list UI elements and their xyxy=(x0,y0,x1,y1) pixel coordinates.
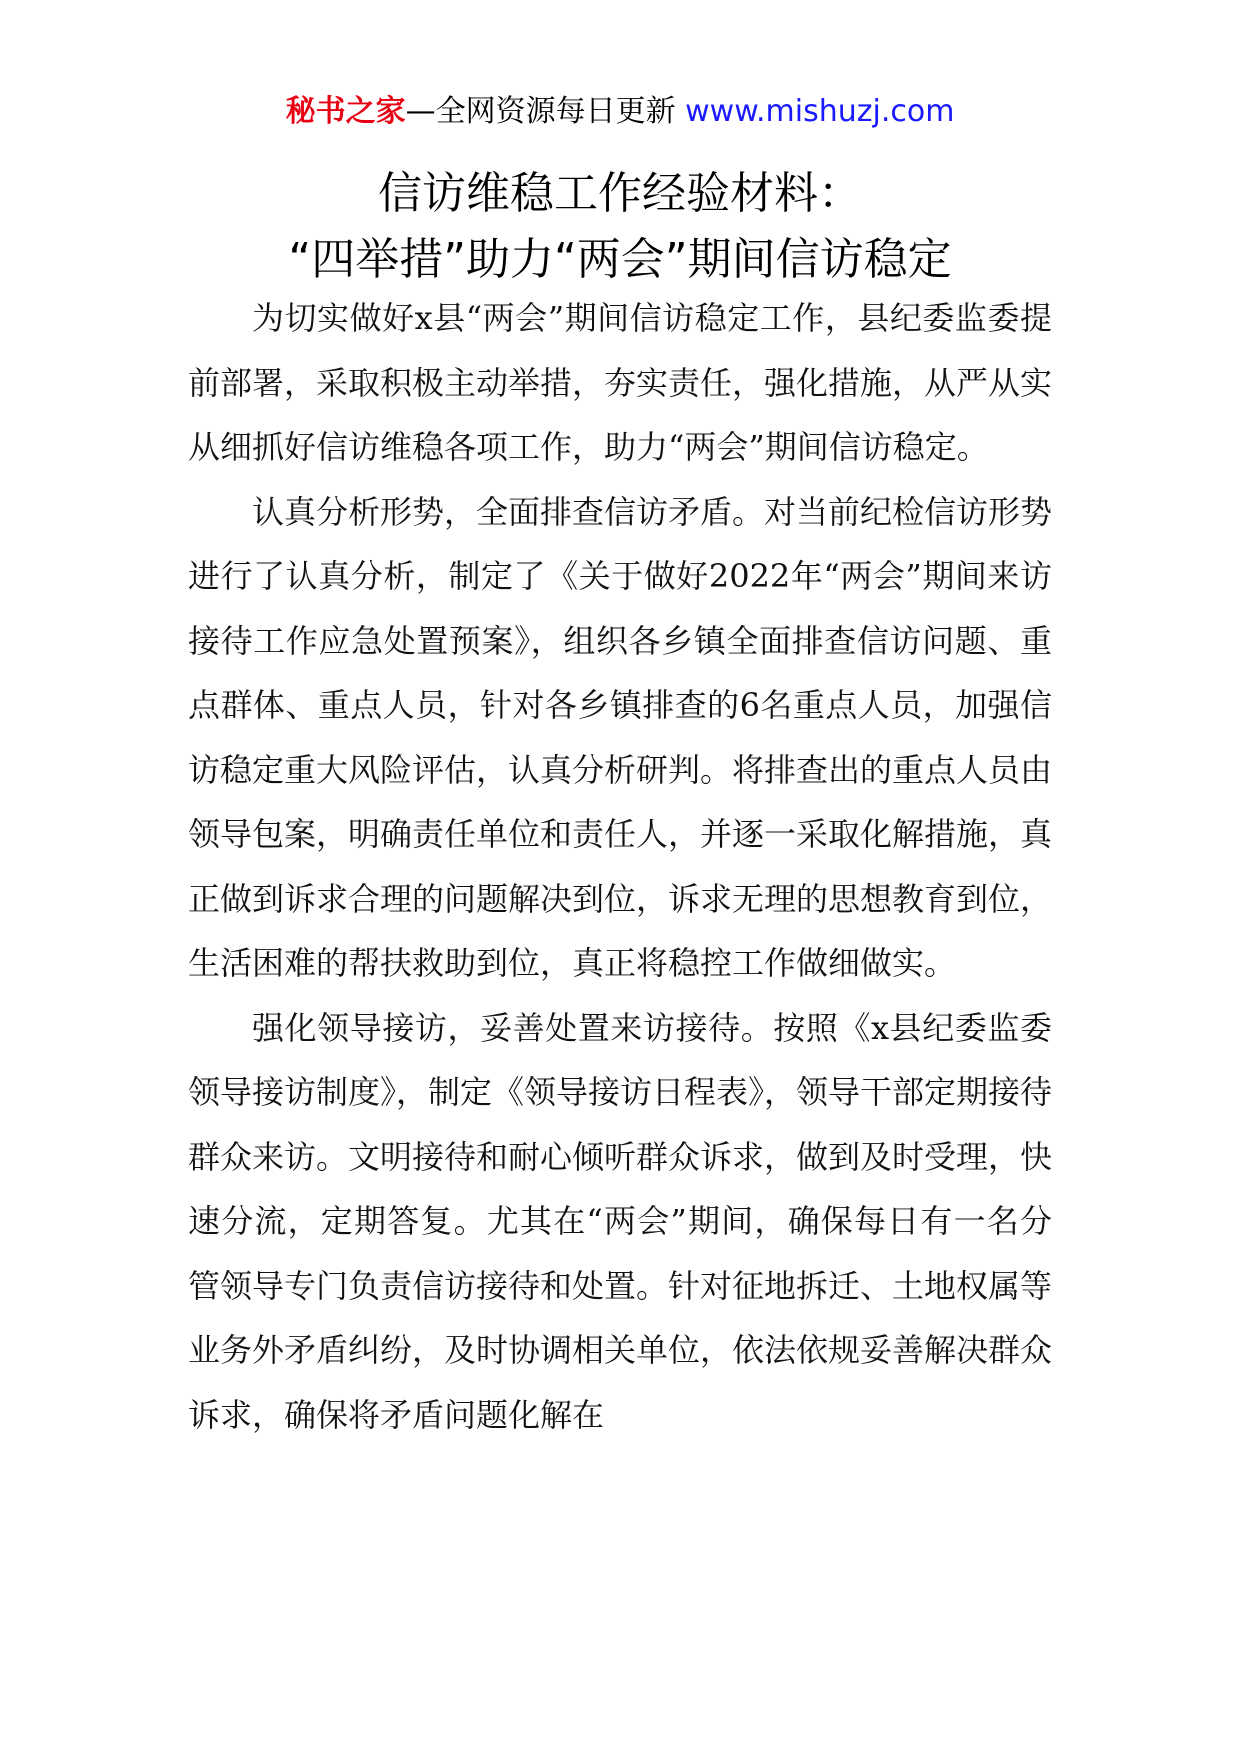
document-title-line1: 信访维稳工作经验材料： xyxy=(378,168,862,219)
paragraph-reception: 强化领导接访，妥善处置来访接待。按照《x县纪委监委领导接访制度》，制定《领导接访日程表》，领导干部定期接待群众来访。文明接待和耐心倾听群众诉求，做到及时受理，快速分流，定期答复。尤其在“两会”期间，确保每日有一名分管领导专门负责信访接待和处置。针对征地拆迁、土地权属等业务外矛盾纠纷，及时协调相关单位，依法依规妥善解决群众诉求，确保将矛盾问题化解在 xyxy=(188,1008,1053,1434)
brand-name: 秘书之家 xyxy=(285,94,406,129)
document-title-line2: “四举措”助力“两会”期间信访稳定 xyxy=(288,234,952,285)
site-header xyxy=(0,92,1240,132)
header-tagline: —全网资源每日更新 xyxy=(405,94,686,129)
site-url-link[interactable]: www.mishuzj.com xyxy=(685,94,955,129)
paragraph-analysis: 认真分析形势，全面排查信访矛盾。对当前纪检信访形势进行了认真分析，制定了《关于做好2022年“两会”期间来访接待工作应急处置预案》，组织各乡镇全面排查信访问题、重点群体、重点人员，针对各乡镇排查的6名重点人员，加强信访稳定重大风险评估，认真分析研判。将排查出的重点人员由领导包案，明确责任单位和责任人，并逐一采取化解措施，真正做到诉求合理的问题解决到位，诉求无理的思想教育到位，生活困难的帮扶救助到位，真正将稳控工作做细做实。 xyxy=(188,492,1053,982)
paragraph-intro: 为切实做好x县“两会”期间信访稳定工作，县纪委监委提前部署，采取积极主动举措，夯实责任，强化措施，从严从实从细抓好信访维稳各项工作，助力“两会”期间信访稳定。 xyxy=(188,299,1053,466)
document-body xyxy=(188,286,1052,1447)
